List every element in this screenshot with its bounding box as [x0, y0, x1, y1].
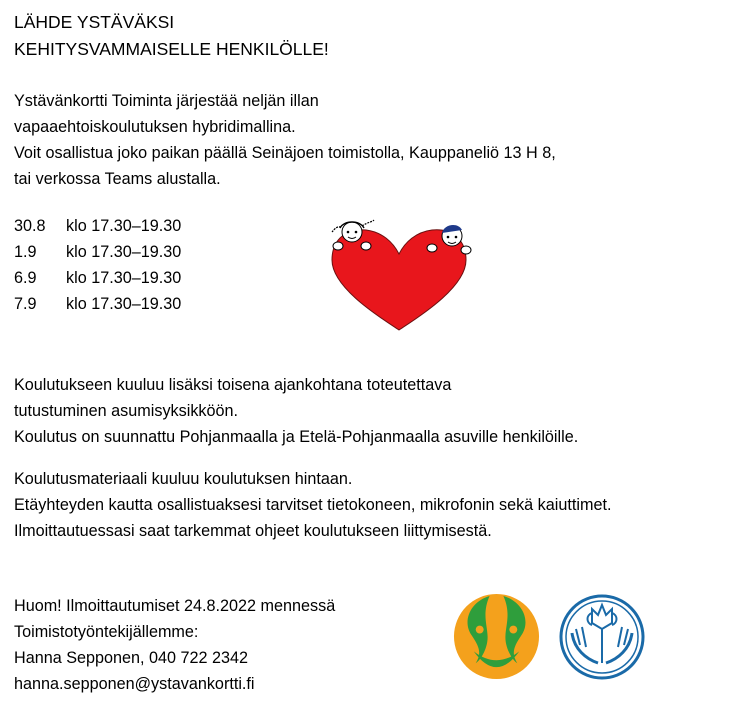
schedule-list: [14, 213, 181, 317]
hands-holding-flower-logo-icon: [556, 593, 648, 681]
materials-line-1: Koulutusmateriaali kuuluu koulutuksen hintaan.: [14, 470, 353, 488]
schedule-date: 7.9: [14, 295, 37, 313]
materials-line-3: Ilmoittautuessasi saat tarkemmat ohjeet koulutukseen liittymisestä.: [14, 522, 492, 540]
schedule-row: [14, 291, 181, 317]
intro-line-4: tai verkossa Teams alustalla.: [14, 170, 221, 188]
schedule-date: 30.8: [14, 217, 46, 235]
visit-paragraph: [14, 372, 578, 450]
schedule-time: klo 17.30–19.30: [66, 269, 182, 287]
schedule-row: [14, 265, 181, 291]
contact-deadline: Huom! Ilmoittautumiset 24.8.2022 mennessä: [14, 597, 336, 615]
schedule-row: [14, 213, 181, 239]
schedule-time: klo 17.30–19.30: [66, 243, 182, 261]
page-title: [14, 9, 329, 63]
title-line-1: LÄHDE YSTÄVÄKSI: [14, 12, 175, 32]
schedule-time: klo 17.30–19.30: [66, 295, 182, 313]
contact-name-phone: Hanna Sepponen, 040 722 2342: [14, 649, 249, 667]
schedule-date: 6.9: [14, 269, 37, 287]
heart-illustration-icon: [326, 218, 472, 334]
visit-line-2: tutustuminen asumisyksikköön.: [14, 402, 239, 420]
visit-line-1: Koulutukseen kuuluu lisäksi toisena ajankohtana toteutettava: [14, 376, 452, 394]
contact-paragraph: [14, 593, 335, 697]
intro-line-3: Voit osallistua joko paikan päällä Seinäjoen toimistolla, Kauppaneliö 13 H 8,: [14, 144, 556, 162]
intro-line-2: vapaaehtoiskoulutuksen hybridimallina.: [14, 118, 296, 136]
materials-paragraph: [14, 466, 611, 544]
title-line-2: KEHITYSVAMMAISELLE HENKILÖLLE!: [14, 39, 329, 59]
smiling-face-logo-icon: [452, 592, 541, 681]
contact-email[interactable]: hanna.sepponen@ystavankortti.fi: [14, 675, 255, 693]
schedule-row: [14, 239, 181, 265]
schedule-date: 1.9: [14, 243, 37, 261]
schedule-time: klo 17.30–19.30: [66, 217, 182, 235]
intro-line-1: Ystävänkortti Toiminta järjestää neljän illan: [14, 92, 319, 110]
intro-paragraph: [14, 88, 556, 192]
contact-role: Toimistotyöntekijällemme:: [14, 623, 199, 641]
visit-line-3: Koulutus on suunnattu Pohjanmaalla ja Etelä-Pohjanmaalla asuville henkilöille.: [14, 428, 579, 446]
materials-line-2: Etäyhteyden kautta osallistuaksesi tarvitset tietokoneen, mikrofonin sekä kaiuttimet.: [14, 496, 612, 514]
